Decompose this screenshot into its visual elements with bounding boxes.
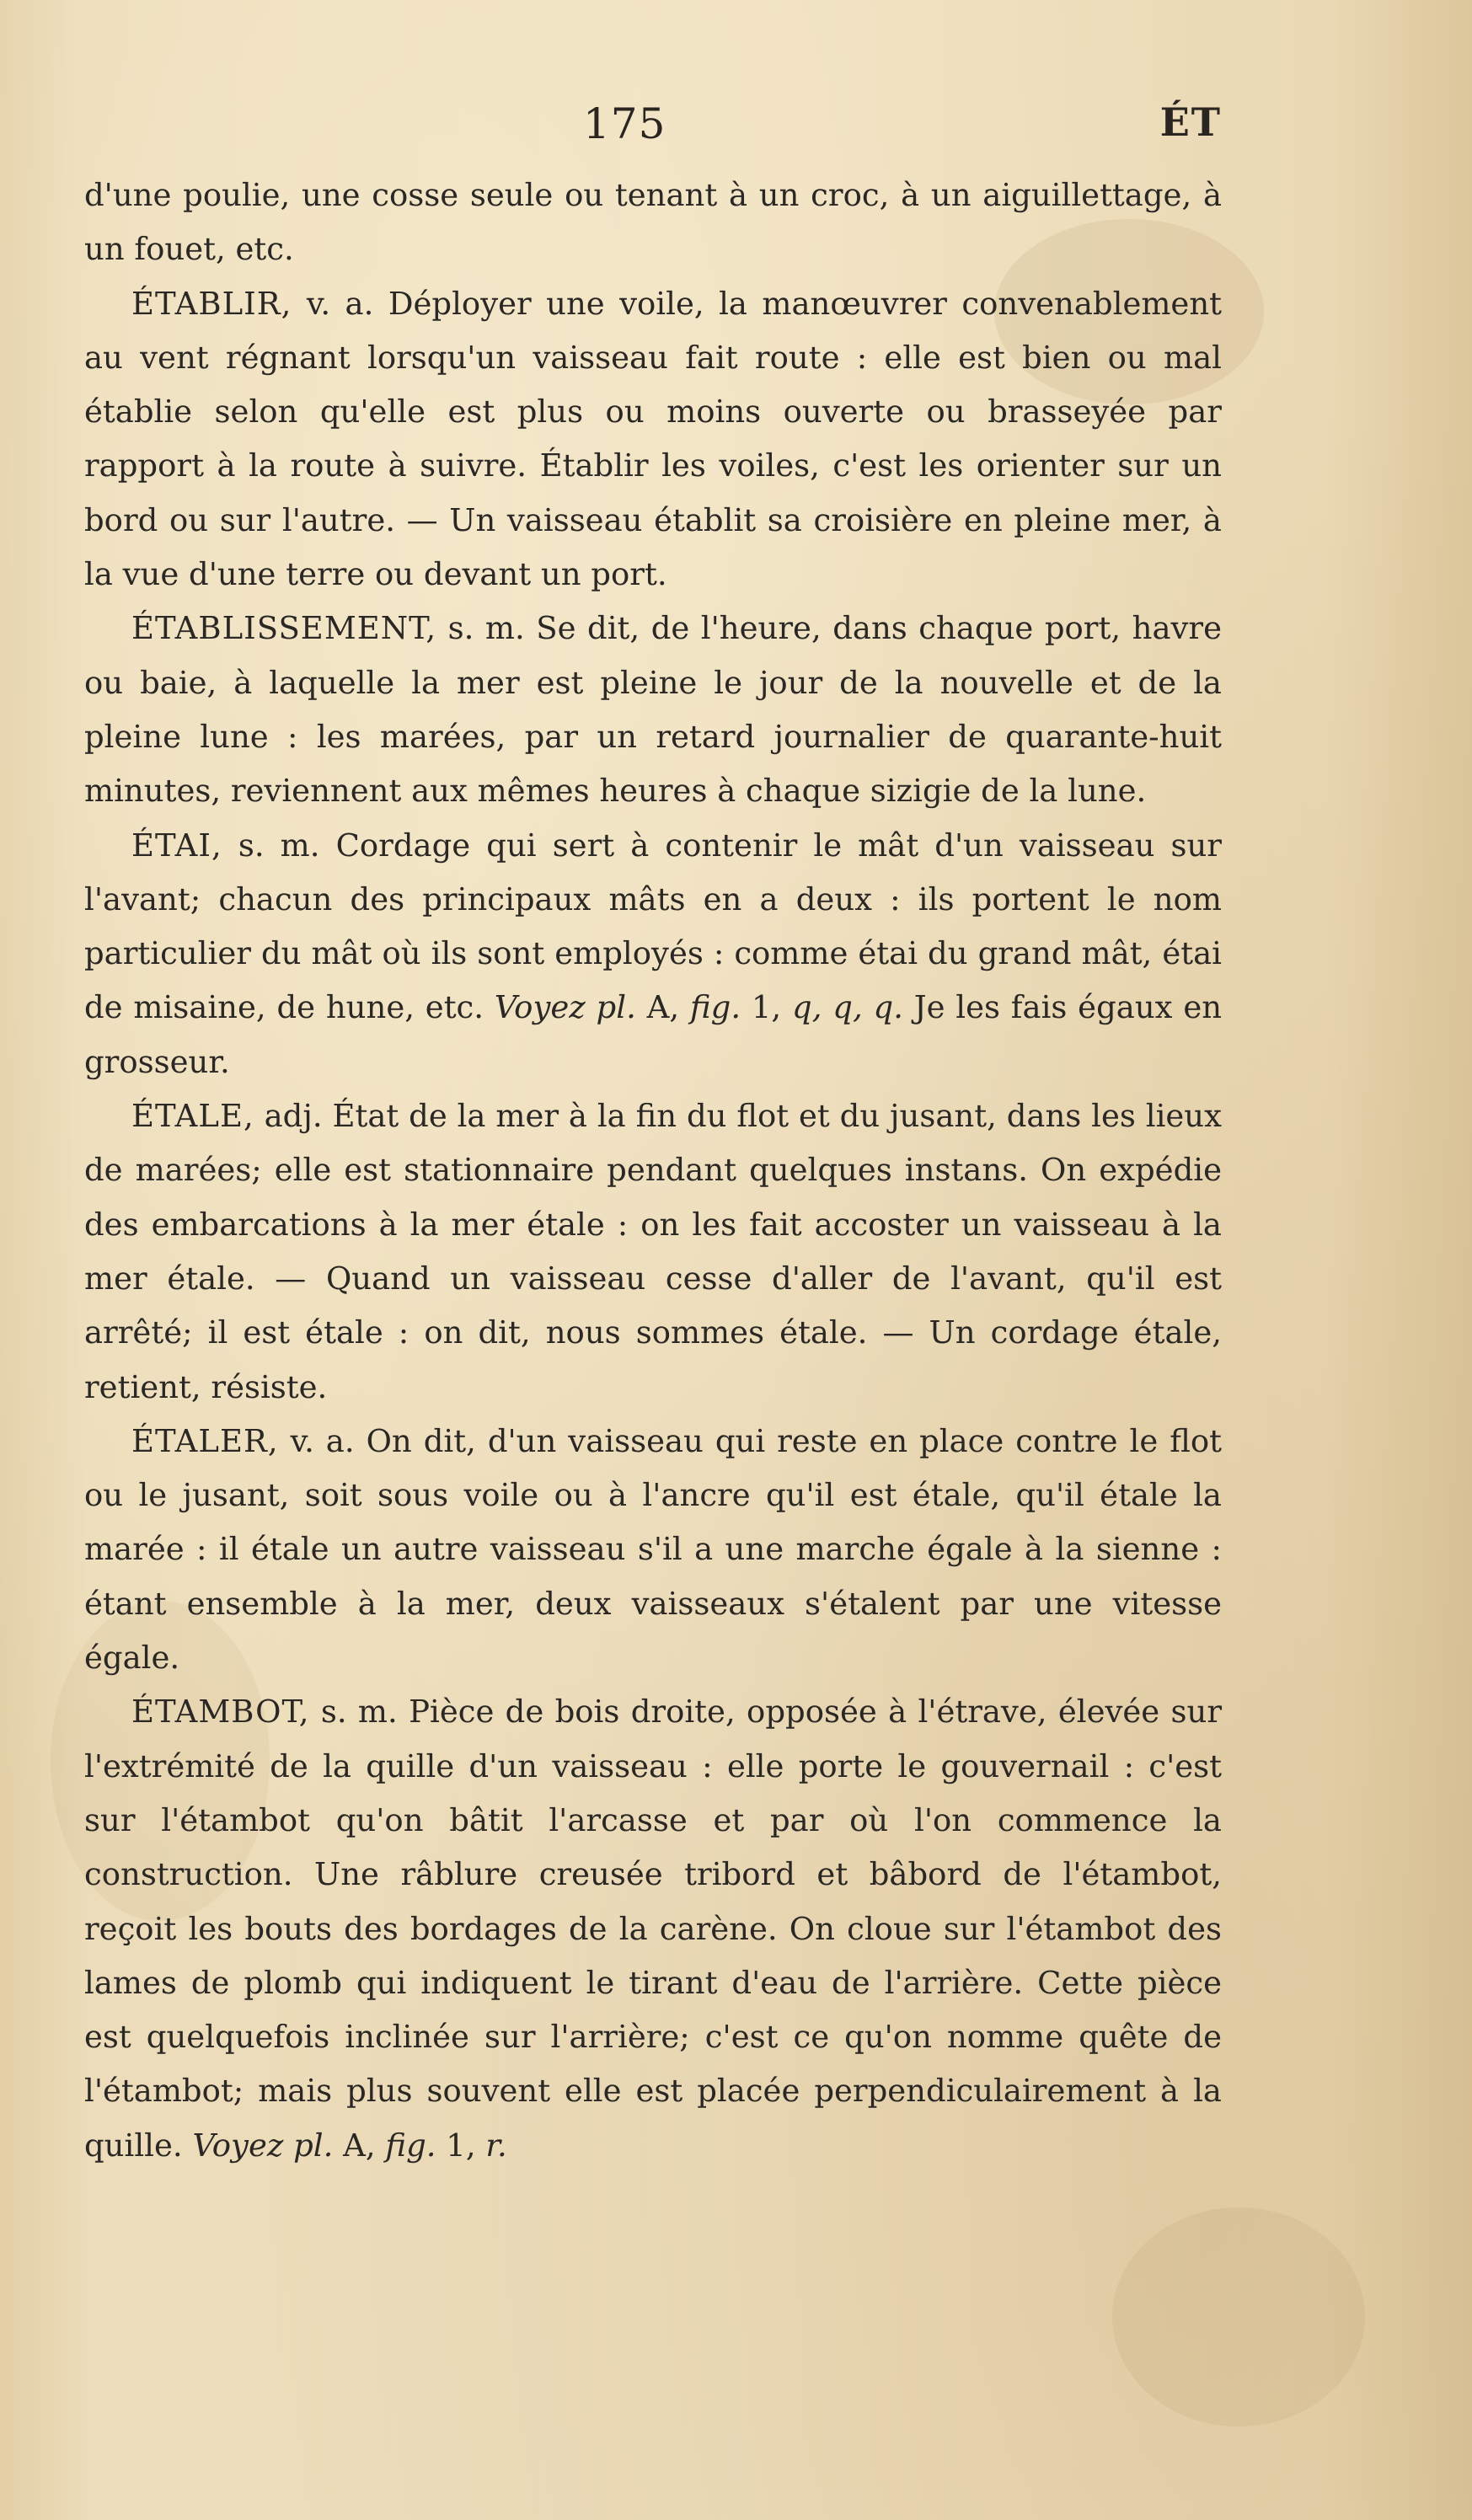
entry-continuation: [84, 169, 1222, 277]
figure-letters: r.: [485, 2127, 507, 2164]
figure-label: fig.: [385, 2127, 436, 2164]
page-number: 175: [583, 99, 666, 148]
headword: ÉTALER,: [131, 1422, 279, 1459]
figure-letters: q, q, q.: [792, 989, 903, 1026]
entry-etablir: [84, 277, 1222, 602]
plate-letter: A,: [343, 2127, 376, 2164]
page-header: [84, 99, 1222, 150]
plate-reference: Voyez pl.: [192, 2127, 334, 2164]
headword: ÉTABLIR,: [131, 285, 292, 322]
part-of-speech: s. m.: [320, 1693, 398, 1731]
paper-stain: [1112, 2207, 1365, 2426]
entry-etale: [84, 1089, 1222, 1415]
entry-body: d'une poulie, une cosse seule ou tenant à un croc, à un aiguillettage, à un fouet, etc.: [84, 177, 1222, 268]
entry-body: Déployer une voile, la manœuvrer convenablement au vent régnant lorsqu'un vaisseau fait route : elle est bien ou mal établie selon qu'elle est plus ou moins ouverte ou brasseyée par rapport à la route à suivre. Établir les voiles, c'est les orienter sur un bord ou sur l'autre. — Un vaisseau établit sa croisière en pleine mer, à la vue d'une terre ou devant un port.: [84, 285, 1223, 593]
headword: ÉTAMBOT,: [131, 1693, 310, 1731]
part-of-speech: adj.: [264, 1098, 323, 1135]
entry-etaler: [84, 1415, 1222, 1685]
headword: ÉTABLISSEMENT,: [131, 610, 437, 647]
plate-letter: A,: [646, 989, 680, 1026]
part-of-speech: v. a.: [290, 1422, 355, 1459]
part-of-speech: s. m.: [447, 610, 525, 647]
entry-body: Se dit, de l'heure, dans chaque port, havre ou baie, à laquelle la mer est pleine le jour de la nouvelle et de la pleine lune : les marées, par un retard journalier de quarante-huit minutes, reviennent aux mêmes heures à chaque sizigie de la lune.: [84, 610, 1223, 810]
headword: ÉTAI,: [131, 827, 222, 864]
entry-etambot: [84, 1685, 1222, 2173]
part-of-speech: v. a.: [306, 285, 374, 322]
headword: ÉTALE,: [131, 1098, 254, 1135]
running-head: ÉT: [1159, 99, 1222, 145]
figure-number: 1,: [751, 989, 782, 1026]
entry-body: Pièce de bois droite, opposée à l'étrave, élevée sur l'extrémité de la quille d'un vaisseau : elle porte le gouvernail : c'est sur l'étambot qu'on bâtit l'arcasse et par où l'on commence la construction. Une râblure creusée tribord et bâbord de l'étambot, reçoit les bouts des bordages de la carène. On cloue sur l'étambot des lames de plomb qui indiquent le tirant d'eau de l'arrière. Cette pièce est quelquefois inclinée sur l'arrière; c'est ce qu'on nomme quête de l'étambot; mais plus souvent elle est placée perpendiculairement à la quille.: [84, 1693, 1223, 2164]
part-of-speech: s. m.: [238, 827, 320, 864]
figure-label: fig.: [689, 989, 741, 1026]
entry-etablissement: [84, 602, 1222, 818]
entry-body: Cordage qui sert à contenir le mât d'un vaisseau sur l'avant; chacun des principaux mâts en a deux : ils portent le nom particulier du mât où ils sont employés : comme étai du grand mât, étai de misaine, de hune, etc.: [84, 827, 1222, 1026]
figure-number: 1,: [446, 2127, 476, 2164]
plate-reference: Voyez pl.: [494, 989, 636, 1026]
entry-etai: [84, 819, 1222, 1089]
entry-body: On dit, d'un vaisseau qui reste en place contre le flot ou le jusant, soit sous voile ou à l'ancre qu'il est étale, qu'il étale la marée : il étale un autre vaisseau s'il a une marche égale à la sienne : étant ensemble à la mer, deux vaisseaux s'étalent par une vitesse égale.: [84, 1422, 1223, 1677]
dictionary-text: [84, 169, 1222, 2173]
entry-tail: Je les fais égaux en grosseur.: [84, 989, 1223, 1080]
entry-body: État de la mer à la fin du flot et du jusant, dans les lieux de marées; elle est stationnaire pendant quelques instans. On expédie des embarcations à la mer étale : on les fait accoster un vaisseau à la mer étale. — Quand un vaisseau cesse d'aller de l'avant, qu'il est arrêté; il est étale : on dit, nous sommes étale. — Un cordage étale, retient, résiste.: [84, 1098, 1223, 1405]
